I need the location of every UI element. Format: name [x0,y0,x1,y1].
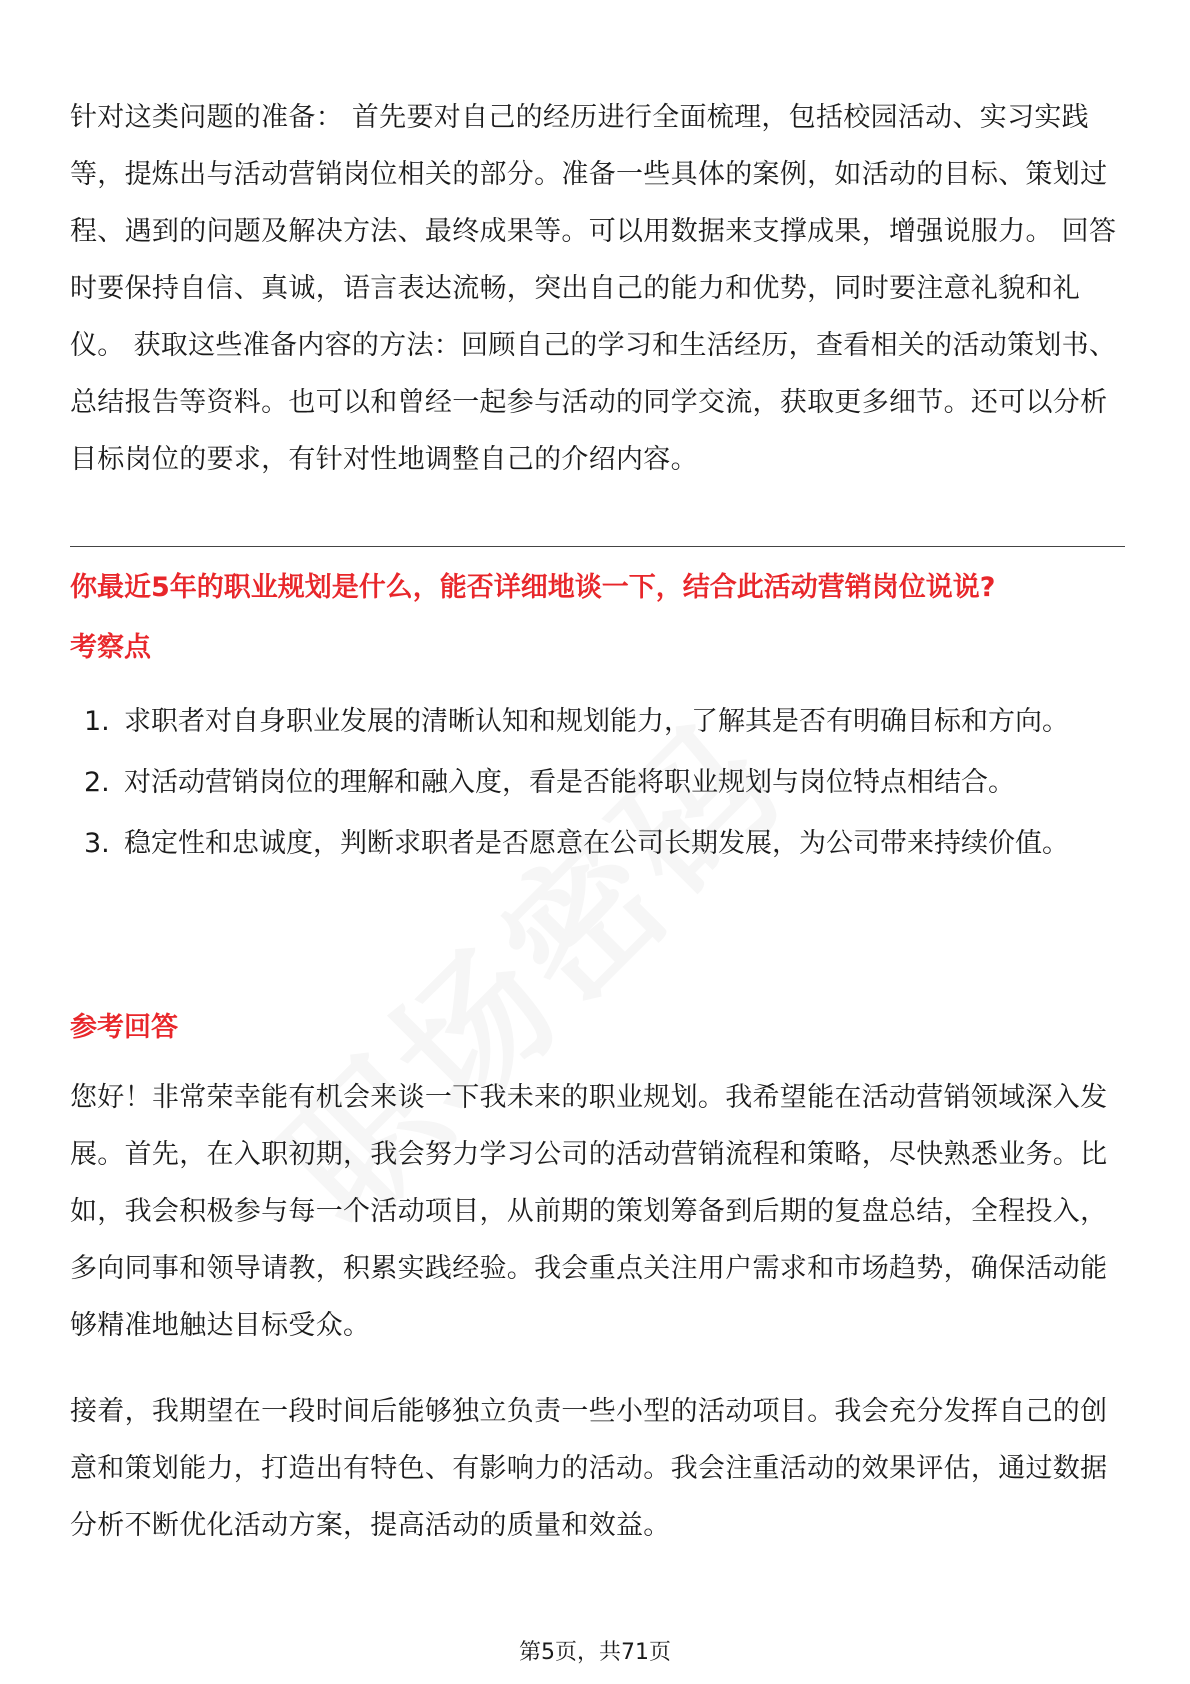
list-item-number: 3. [84,828,110,859]
list-item-number: 1. [84,706,110,737]
question-heading: 你最近5年的职业规划是什么，能否详细地谈一下，结合此活动营销岗位说说? [70,572,996,603]
section-divider [70,546,1125,547]
list-item [70,815,1125,872]
focus-points-list [70,693,1125,876]
list-item-text: 对活动营销岗位的理解和融入度，看是否能将职业规划与岗位特点相结合。 [124,767,1015,798]
answer-paragraph: 您好！非常荣幸能有机会来谈一下我未来的职业规划。我希望能在活动营销领域深入发展。首先，在入职初期，我会努力学习公司的活动营销流程和策略，尽快熟悉业务。比如，我会积极参与每一个活动项目，从前期的策划筹备到后期的复盘总结，全程投入，多向同事和领导请教，积累实践经验。我会重点关注用户需求和市场趋势，确保活动能够精准地触达目标受众。 [70,1082,1108,1341]
list-item [70,754,1125,811]
intro-paragraph: 针对这类问题的准备： 首先要对自己的经历进行全面梳理，包括校园活动、实习实践等，提炼出与活动营销岗位相关的部分。准备一些具体的案例，如活动的目标、策划过程、遇到的问题及解决方法、最终成果等。可以用数据来支撑成果，增强说服力。 回答时要保持自信、真诚，语言表达流畅，突出自己的能力和优势，同时要注意礼貌和礼仪。 获取这些准备内容的方法：回顾自己的学习和生活经历，查看相关的活动策划书、总结报告等资料。也可以和曾经一起参与活动的同学交流，获取更多细节。还可以分析目标岗位的要求，有针对性地调整自己的介绍内容。 [70,102,1117,475]
page-number: 第5页，共71页 [519,1640,671,1665]
list-item-number: 2. [84,767,110,798]
list-item-text: 稳定性和忠诚度，判断求职者是否愿意在公司长期发展，为公司带来持续价值。 [124,828,1069,859]
list-item [70,693,1125,750]
answer-title: 参考回答 [70,1012,178,1043]
list-item-text: 求职者对自身职业发展的清晰认知和规划能力，了解其是否有明确目标和方向。 [124,706,1069,737]
answer-paragraph: 接着，我期望在一段时间后能够独立负责一些小型的活动项目。我会充分发挥自己的创意和策划能力，打造出有特色、有影响力的活动。我会注重活动的效果评估，通过数据分析不断优化活动方案，提高活动的质量和效益。 [70,1396,1108,1541]
focus-points-title: 考察点 [70,632,151,663]
